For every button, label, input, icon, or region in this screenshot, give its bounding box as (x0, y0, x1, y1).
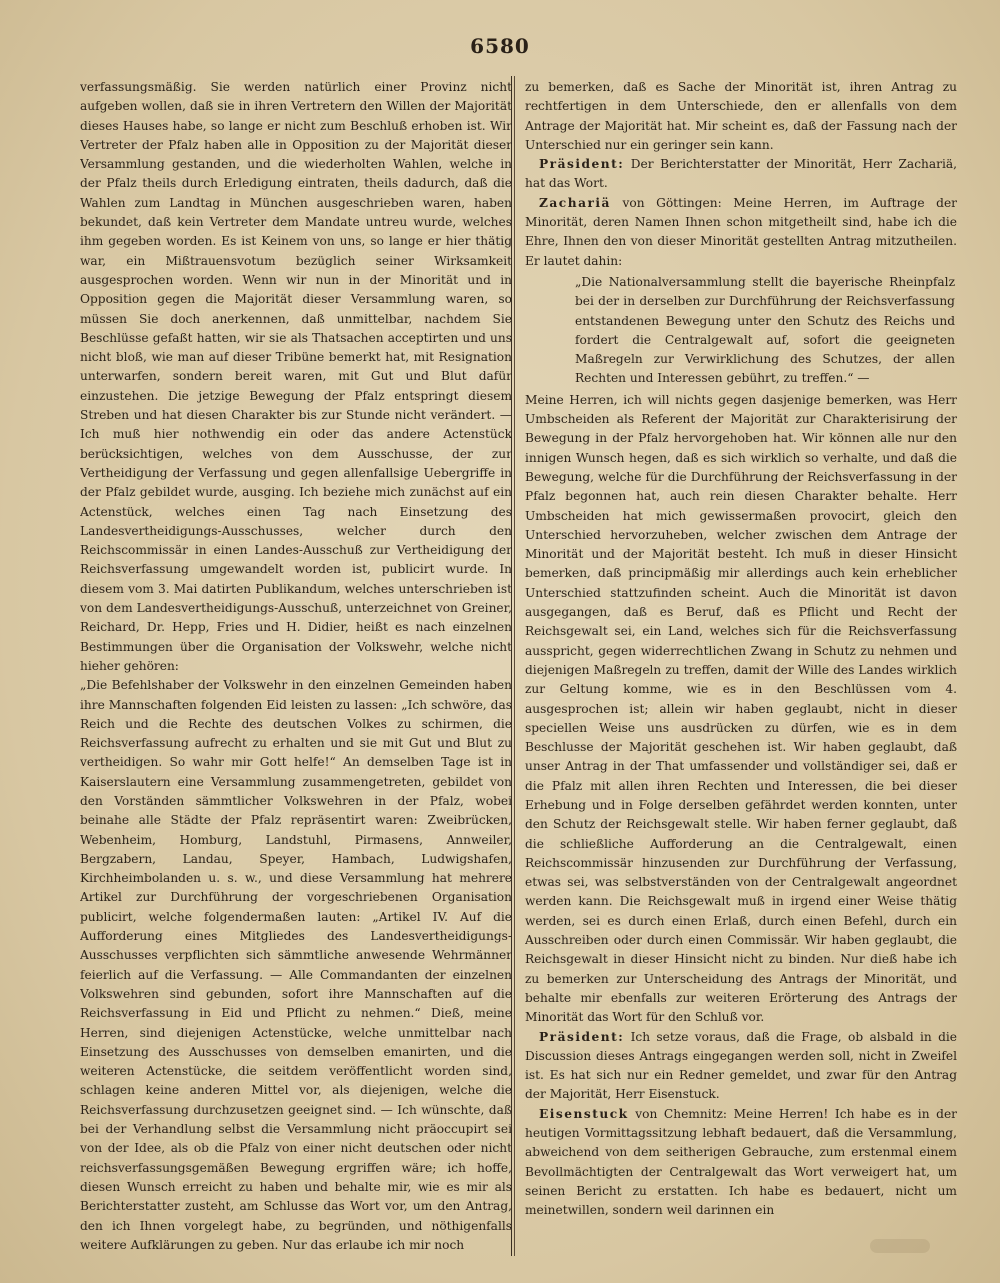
speech-text: von Chemnitz: Meine Herren! Ich habe es in der heutigen Vormittagssitzung lebhaft bedauert, daß die Versammlung, abweichend von dem seitherigen Gebrauche, zum erstenmal einem Bevollmächtigten der Centralgewalt das Wort verweigert hat, um seinen Bericht zu erstatten. Ich habe es bedauert, nicht um meinetwillen, sondern weil darinnen ein (525, 1106, 957, 1218)
right-paragraph-4: Meine Herren, ich will nichts gegen dasjenige bemerken, was Herr Umbscheiden als Referent der Majorität zur Charakterisirung der Bewegung in der Pfalz hervorgehoben hat. Wir können alle nur den innigen Wunsch hegen, daß es sich wirklich so verhalte, und daß die Bewegung, welche für die Durchführung der Reichsverfassung in der Pfalz begonnen hat, auch rein diesen Charakter behalte. Herr Umbscheiden hat mich gewissermaßen provocirt, gleich den Unterschied hervorzuheben, welcher zwischen dem Antrage der Minorität und der Majorität besteht. Ich muß in dieser Hinsicht bemerken, daß principmäßig mir allerdings auch kein erheblicher Unterschied stattzufinden scheint. Auch die Minorität ist davon ausgegangen, daß es Beruf, daß es Pflicht und Recht der Reichsgewalt sei, ein Land, welches sich für die Reichsverfassung ausspricht, gegen widerrechtlichen Zwang in Schutz zu nehmen und diejenigen Maßregeln zu treffen, damit der Wille des Landes wirklich zur Geltung komme, wie es in den Beschlüssen vom 4. ausgesprochen ist; allein wir haben geglaubt, nicht in dieser speciellen Weise uns ausdrücken zu dürfen, wie es in dem Beschlusse der Majorität geschehen ist. Wir haben geglaubt, daß unser Antrag in der That umfassender und vollständiger sei, daß er die Pfalz mit allen ihren Rechten und Interessen, die bei dieser Erhebung und in Folge derselben gefährdet werden konnten, unter den Schutz der Reichsgewalt stelle. Wir haben ferner geglaubt, daß die schließliche Aufforderung an die Centralgewalt, einen Reichscommissär hinzusenden zur Durchführung der Verfassung, etwas sei, was selbstverständen von der Centralgewalt angeordnet werden kann. Die Reichsgewalt muß in irgend einer Weise thätig werden, sei es durch einen Erlaß, durch einen Befehl, durch ein Ausschreiben oder durch einen Commissär. Wir haben geglaubt, die Reichsgewalt in dieser Hinsicht nicht zu binden. Nur dieß habe ich zu bemerken zur Unterscheidung des Antrags der Minorität, und behalte mir ebenfalls zur weiteren Erörterung des Antrags der Minorität das Wort für den Schluß vor. (525, 392, 957, 1025)
column-divider-inner (514, 76, 515, 1256)
speaker-paragraph (525, 194, 957, 271)
page-number: 6580 (470, 34, 530, 58)
speaker-paragraph (525, 1105, 957, 1221)
left-paragraph-1: verfassungsmäßig. Sie werden natürlich einer Provinz nicht aufgeben wollen, daß sie in ihren Vertretern den Willen der Majorität dieses Hauses habe, so lange er nicht zum Beschluß erhoben ist. Wir Vertreter der Pfalz haben alle in Opposition zu der Majorität dieser Versammlung gestanden, und die wiederholten Wahlen, welche in der Pfalz theils durch Erledigung eintraten, theils dadurch, daß die Wahlen zum Landtag in München ausgeschrieben waren, haben bekundet, daß kein Vertreter dem Mandate untreu wurde, welches ihm gegeben worden. Es ist Keinem von uns, so lange er hier thätig war, ein Mißtrauensvotum bezüglich seiner Wirksamkeit ausgesprochen worden. Wenn wir nun in der Minorität und in Opposition gegen die Majorität dieser Versammlung waren, so müssen Sie doch anerkennen, daß unmittelbar, nachdem Sie Beschlüsse gefaßt hatten, wir sie als Thatsachen acceptirten und uns nicht bloß, wie man auf dieser Tribüne bemerkt hat, mit Resignation unterwarfen, sondern bereit waren, mit Gut und Blut dafür einzustehen. Die jetzige Bewegung der Pfalz entspringt diesem Streben und hat diesen Charakter bis zur Stunde nicht verändert. — Ich muß hier nothwendig ein oder das andere Actenstück berücksichtigen, welches von dem Ausschusse, der zur Vertheidigung der Verfassung und gegen allenfallsige Uebergriffe in der Pfalz gebildet wurde, ausging. Ich beziehe mich zunächst auf ein Actenstück, welches einen Tag nach Einsetzung des Landesvertheidigungs-Ausschusses, welcher durch den Reichscommissär in einen Landes-Ausschuß zur Vertheidigung der Reichsverfassung umgewandelt worden ist, publicirt wurde. In diesem vom 3. Mai datirten Publikandum, welches unterschrieben ist von dem Landesvertheidigungs-Ausschuß, unterzeichnet von Greiner, Reichard, Dr. Hepp, Fries und H. Didier, heißt es nach einzelnen Bestimmungen über die Organisation der Volkswehr, welche nicht hieher gehören: (80, 80, 512, 673)
speech-text: von Göttingen: Meine Herren, im Auftrage der Minorität, deren Namen Ihnen schon mitgetheilt sind, habe ich die Ehre, Ihnen den von dieser Minorität gestellten Antrag mitzutheilen. Er lautet dahin: (525, 195, 957, 268)
right-column (525, 78, 957, 1253)
speech-text: Der Berichterstatter der Minorität, Herr Zachariä, hat das Wort. (525, 157, 957, 191)
left-paragraph-2: „Die Befehlshaber der Volkswehr in den einzelnen Gemeinden haben ihre Mannschaften folgenden Eid leisten zu lassen: „Ich schwöre, das Reich und die Rechte des deutschen Volkes zu schirmen, die Reichsverfassung aufrecht zu erhalten und sie mit Gut und Blut zu vertheidigen. So wahr mir Gott helfe!“ An demselben Tage ist in Kaiserslautern eine Versammlung zusammengetreten, gebildet von den Vorständen sämmtlicher Volkswehren in der Pfalz, wobei beinahe alle Städte der Pfalz repräsentirt waren: Zweibrücken, Webenheim, Homburg, Landstuhl, Pirmasens, Annweiler, Bergzabern, Landau, Speyer, Hambach, Ludwigshafen, Kirchheimbolanden u. s. w., und diese Versammlung hat mehrere Artikel zur Durchführung der vorgeschriebenen Organisation publicirt, welche folgendermaßen lauten: „Artikel IV. Auf die Aufforderung eines Mitgliedes des Landesvertheidigungs-Ausschusses verpflichten sich sämmtliche anwesende Wehrmänner feierlich auf die Verfassung. — Alle Commandanten der einzelnen Volkswehren sind gebunden, sofort ihre Mannschaften auf die Reichsverfassung in Eid und Pflicht zu nehmen.“ Dieß, meine Herren, sind diejenigen Actenstücke, welche unmittelbar nach Einsetzung des Ausschusses von demselben emanirten, und die weiteren Actenstücke, die seitdem veröffentlicht worden sind, schlagen keine anderen Mittel vor, als diejenigen, welche die Reichsverfassung durchzusetzen geeignet sind. — Ich wünschte, daß bei der Verhandlung selbst die Versammlung nicht präoccupirt sei von der Idee, als ob die Pfalz von einer nicht deutschen oder nicht reichsverfassungsgemäßen Bewegung ergriffen wäre; ich hoffe, diesen Wunsch erreicht zu haben und behalte mir, wie es mir als Berichterstatter zusteht, am Schlusse das Wort vor, um den Antrag, den ich Ihnen vorgelegt habe, zu begründen, und nöthigenfalls weitere Aufklärungen zu geben. Nur das erlaube ich mir noch (80, 678, 512, 1252)
left-column (80, 78, 512, 1253)
motion-quote: „Die Nationalversammlung stellt die bayerische Rheinpfalz bei der in derselben zur Durchführung der Reichsverfassung entstandenen Bewegung unter den Schutz des Reichs und fordert die Centralgewalt auf, sofort die geeigneten Maßregeln zur Verwirklichung des Schutzes, der allen Rechten und Interessen gebührt, zu treffen.“ — (575, 274, 955, 386)
speaker-paragraph (525, 155, 957, 194)
right-paragraph-1: zu bemerken, daß es Sache der Minorität ist, ihren Antrag zu rechtfertigen in dem Unterschiede, den er allenfalls von dem Antrage der Majorität hat. Mir scheint es, daß der Fassung nach der Unterschied nur ein geringer sein kann. (525, 80, 957, 152)
speaker-name: Zachariä (539, 195, 611, 210)
speaker-paragraph (525, 1028, 957, 1105)
speaker-name: Präsident: (539, 1029, 625, 1044)
paper-stain (870, 1239, 930, 1253)
speaker-name: Eisenstuck (539, 1106, 629, 1121)
speech-text: Ich setze voraus, daß die Frage, ob alsbald in die Discussion dieses Antrags eingegangen werden soll, nicht in Zweifel ist. Es hat sich nur ein Redner gemeldet, und zwar für den Antrag der Majorität, Herr Eisenstuck. (525, 1029, 957, 1102)
speaker-name: Präsident: (539, 157, 625, 172)
